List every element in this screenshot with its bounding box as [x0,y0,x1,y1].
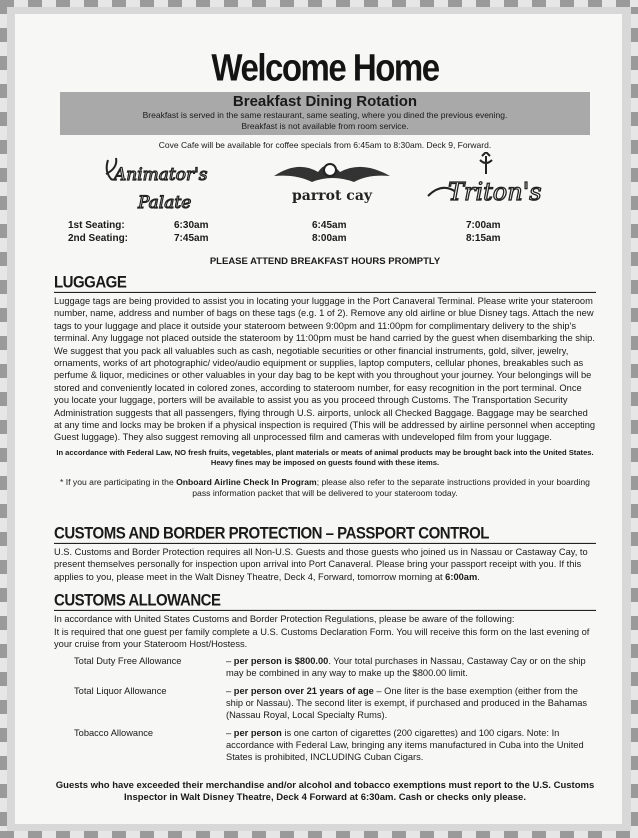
liquor-detail: – One liter is the base exemption (either from the ship or Nassau). The second liter is exempt, if purchased and produced in the Bahamas (Nassau Royal, Local Specialty Rums). [226,686,588,720]
liquor-bold: per person over 21 years of age [233,686,374,697]
restaurant-logos [54,154,596,220]
tobacco-detail: is one carton of cigarettes (200 cigarettes) and 100 cigars. Note: In accordance with Federal Law, bringing any items manufactured in Cuba into the United States is prohibited, INCLUDING Cuban Cigars. [226,727,584,762]
breakfast-banner [60,92,590,135]
exemption-report-note: Guests who have exceeded their merchandise and/or alcohol and tobacco exemptions must report to the U.S. Customs Inspector in Walt Disney Theatre, Deck 4 Forward at 6:30am. Cash or checks only please. [55,779,595,804]
liquor-label: Total Liquor Allowance [74,686,167,697]
tritons-logo [422,152,572,214]
star-post: ; please also refer to the separate instructions provided in your boarding pass information packet that will be delivered to your stateroom today. [192,476,590,499]
breakfast-line-1: Breakfast is served in the same restaurant, same seating, where you dined the previous evening. [142,110,508,120]
customs-p1-pre: U.S. Customs and Border Protection requires all Non-U.S. Guests and those guests who joined us in Nassau or Castaway Cay, to present themselves personally for inspection upon arrival into Port Canaveral. Please bring your passport receipt with you. If this applies to you, please meet in the Walt Disney Theatre, Deck 4, Forward, tomorrow morning at [54,546,588,582]
second-seating-row [54,233,596,246]
tobacco-label: Tobacco Allowance [74,727,154,738]
duty-free-detail: . Your total purchases in Nassau, Castaway Cay or on the ship may be combined in any way to make up the $800.00 limit. [226,656,586,679]
customs-p1-post: . [477,571,480,582]
parrot-cay-logo [268,156,398,206]
duty-free-label: Total Duty Free Allowance [74,656,182,667]
customs-paragraph [54,546,596,583]
tobacco-bold: per person [233,727,282,738]
airline-check-in-note [54,477,596,500]
allowance-list [54,656,596,769]
breakfast-heading: Breakfast Dining Rotation [232,93,418,110]
customs-heading: CUSTOMS AND BORDER PROTECTION – PASSPORT CONTROL [54,524,596,544]
animators-logo-line1: Animator's [114,165,208,185]
animators-palate-logo [102,154,232,218]
tritons-second-time: 8:15am [466,233,501,244]
first-seating-row [54,220,596,233]
breakfast-line-2: Breakfast is not available from room service. [241,121,409,131]
first-seating-label: 1st Seating: [68,220,125,231]
star-pre: * If you are participating in the [60,476,177,487]
parrot-second-time: 8:00am [312,233,347,244]
attend-promptly-note: PLEASE ATTEND BREAKFAST HOURS PROMPTLY [209,256,441,267]
liquor-text: – per person over 21 years of age – One liter is the base exemption (either from the ship or Nassau). The second liter is exempt, if purchased and produced in the Bahamas (Nassau Royal, Local Specialty Rums). [226,686,588,720]
luggage-heading: LUGGAGE [54,273,596,293]
parrot-first-time: 6:45am [312,220,347,231]
allowance-heading: CUSTOMS ALLOWANCE [54,591,596,611]
tobacco-text: – per person is one carton of cigarettes (200 cigarettes) and 100 cigars. Note: In accordance with Federal Law, bringing any items manufactured in Cuba into the United States is prohibited, INCLUDING Cuban Cigars. [226,727,584,762]
parrot-cay-label: parrot cay [292,188,373,204]
tritons-label: Triton's [448,178,542,206]
document-page [15,14,622,824]
animators-logo-line2: Palate [138,193,192,213]
page-title: Welcome Home [211,46,439,89]
customs-time: 6:00am [445,571,478,582]
duty-free-bold: per person is $800.00 [233,656,329,667]
duty-free-text: – per person is $800.00. Your total purchases in Nassau, Castaway Cay or on the ship may be combined in any way to make up the $800.00 limit. [226,656,586,679]
animators-second-time: 7:45am [174,233,209,244]
luggage-paragraph: Luggage tags are being provided to assist you in locating your luggage in the Port Canaveral Terminal. Please write your stateroom number, name, address and number of bags on these tags (e.g. 1 of 2). Remove any old airline or blue Disney tags. Attach the new tags to your luggage and place it outside your stateroom between 9:00pm and 11:00pm for complimentary delivery to the ship's terminal. Any luggage not placed outside the stateroom by 11:00pm must be hand carried by the guest when disembarking the ship. We suggest that you pack all valuables such as cash, negotiable securities or other financial instruments, gold, silver, jewelry, ornaments, works of art photographic/ video/audio equipment or supplies, laptop computers, cellular phones, breakables such as perfume & liquor, medicines or other valuables in your day bag to be kept with you throughout your journey. Your belongings will be stored and conveniently located in colored zones, according to stateroom number, for easy recognition in the port terminal. Once you locate your luggage, porters will be available to assist you as you proceed through Customs. The Transportation Security Administration suggests that all passengers, flying through U.S. airports, unlock all Checked Baggage. Baggage may be searched at any time and locks may be broken if a physical inspection is required (This will be addressed by airline personnel when accepting Guest luggage). They also suggest removing all unprocessed film and cameras with undeveloped film from your luggage. [54,296,596,443]
cove-cafe-note: Cove Cafe will be available for coffee specials from 6:45am to 8:30am. Deck 9, Forward. [158,140,492,150]
second-seating-label: 2nd Seating: [68,233,129,244]
onboard-airline-program: Onboard Airline Check In Program [176,476,317,487]
allowance-intro: In accordance with United States Customs and Border Protection Regulations, please be aware of the following: [54,614,515,625]
allowance-declaration: It is required that one guest per family complete a U.S. Customs Declaration Form. You will receive this form on the last evening of your cruise from your Stateroom Host/Hostess. [54,626,590,649]
animators-first-time: 6:30am [174,220,209,231]
tritons-first-time: 7:00am [466,220,501,231]
federal-law-notice: In accordance with Federal Law, NO fresh fruits, vegetables, plant materials or meats of animal products may be brought back into the United States. Heavy fines may be imposed on guests found with these items. [56,447,594,468]
